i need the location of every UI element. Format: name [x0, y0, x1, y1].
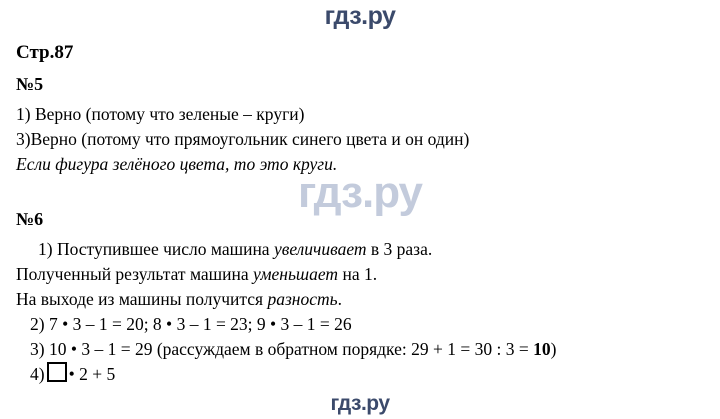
site-logo-top: [0, 2, 720, 31]
task-6-line-1-a: 1) Поступившее число машина: [38, 239, 274, 259]
site-logo-bottom: [0, 392, 720, 416]
task-6-line-5-answer: 10: [533, 339, 551, 359]
task-6-line-2-em: уменьшает: [253, 264, 339, 284]
task-5-line-2: 3)Верно (потому что прямоугольник синего цвета и он один): [16, 129, 470, 149]
task-6-line-5-b: ): [550, 339, 557, 359]
task-6-line-6-prefix: 4): [30, 364, 45, 384]
task-5-number: №5: [16, 74, 44, 94]
task-6-line-2-b: на 1.: [338, 264, 378, 284]
task-6-line-5-a: 3) 10 • 3 – 1 = 29 (рассуждаем в обратном порядке: 29 + 1 = 30 : 3 =: [30, 339, 534, 359]
task-6-line-2: [16, 262, 708, 287]
task-6-line-1-b: в 3 раза.: [366, 239, 433, 259]
task-6-line-3-em: разность: [267, 289, 338, 309]
task-6-line-3-b: .: [337, 289, 342, 309]
task-6-number: №6: [16, 209, 44, 229]
task-6-line-6: [16, 362, 708, 387]
empty-box-icon: [47, 362, 67, 382]
page-label: Стр.87: [16, 42, 74, 63]
task-5-conclusion: Если фигура зелёного цвета, то это круги.: [16, 154, 338, 174]
site-logo-top-text: гдз.ру: [324, 2, 396, 30]
task-6-line-2-a: Полученный результат машина: [16, 264, 254, 284]
document-content: [16, 40, 708, 387]
task-6-line-4: 2) 7 • 3 – 1 = 20; 8 • 3 – 1 = 23; 9 • 3 – 1 = 26: [30, 314, 352, 334]
task-6-line-3-a: На выходе из машины получится: [16, 289, 268, 309]
task-5-line-1: 1) Верно (потому что зеленые – круги): [16, 104, 305, 124]
site-logo-bottom-text: гдз.ру: [330, 392, 390, 415]
task-6-line-1: [16, 237, 708, 262]
task-6-line-3: [16, 287, 708, 312]
task-6-line-1-em: увеличивает: [273, 239, 367, 259]
watermark-text: гдз.ру: [298, 168, 422, 217]
task-6-line-6-suffix: • 2 + 5: [68, 364, 116, 384]
task-6-line-5: [16, 337, 708, 362]
